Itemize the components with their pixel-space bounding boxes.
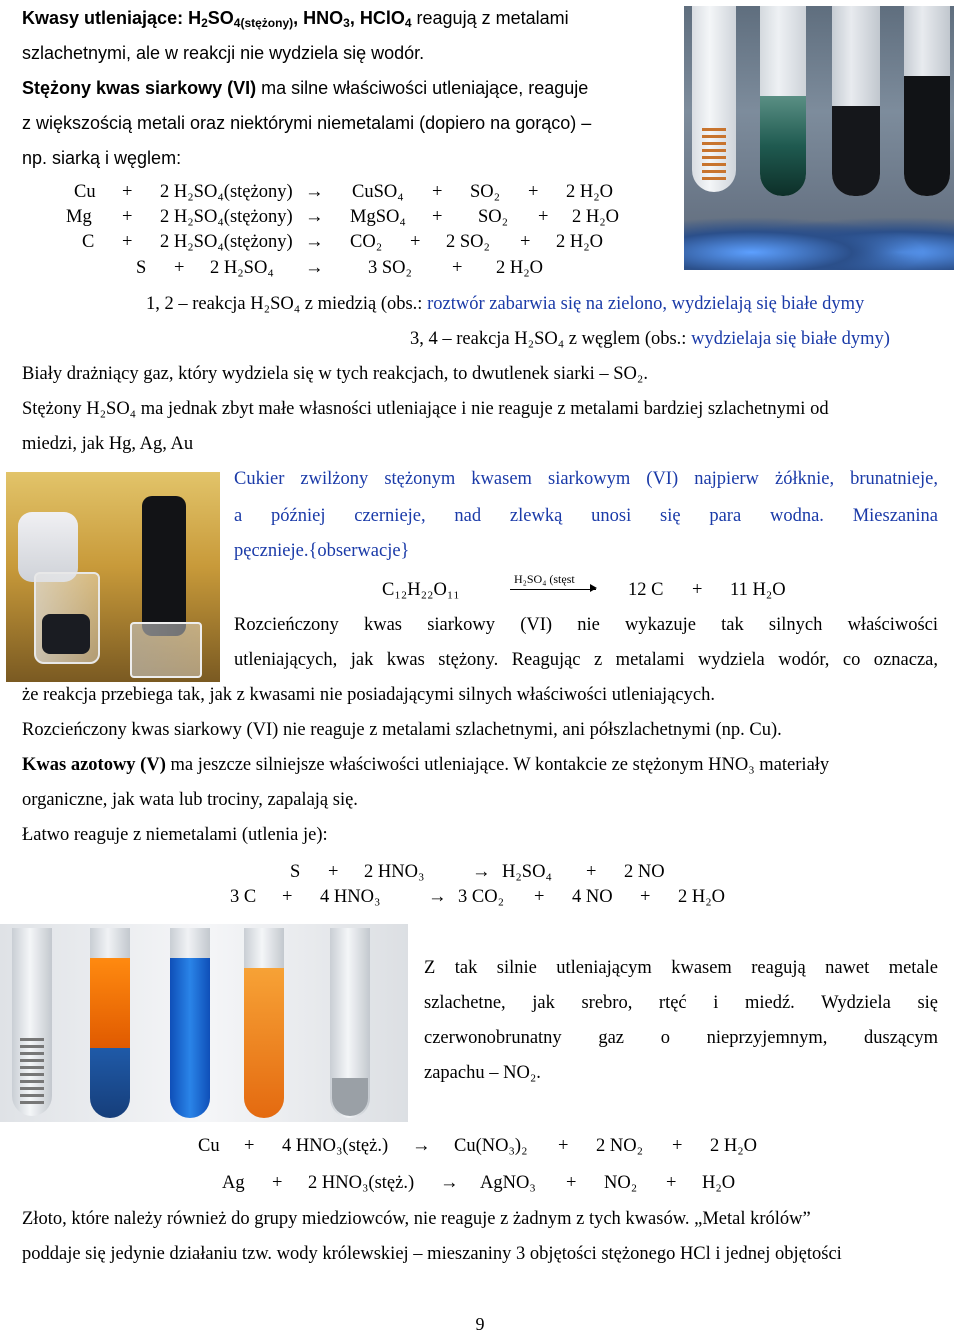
observation-4: Stężony H₂SO₄ ma jednak zbyt małe własności utleniające i nie reaguje z metalami bardziej szlachetnymi od [22, 399, 829, 419]
nitric-line-1: Kwas azotowy (V) ma jeszcze silniejsze właściwości utleniające. W kontakcie ze stężonym HNO₃ materiały [22, 755, 830, 775]
eq-cell: 2 SO₂ [446, 232, 490, 252]
eq-cell: 2 NO₂ [596, 1136, 644, 1156]
equations-sulfuric [0, 180, 680, 280]
eq-cell: + [534, 887, 545, 907]
gold-line-1: Złoto, które należy również do grupy miedziowców, nie reaguje z żadnym z tych kwasów. „Metal królów” [22, 1209, 811, 1229]
eq-cell: 3 SO₂ [368, 258, 412, 278]
metals-line-2: szlachetne, jak srebro, rtęć i miedź. Wydziela się [424, 993, 938, 1013]
nitric-tube-4 [244, 928, 284, 1118]
eq-cell: 2 HNO₃(stęż.) [308, 1173, 415, 1193]
intro-line-5: np. siarką i węglem: [22, 148, 182, 168]
eq-cell: 2 H₂SO₄ [210, 258, 274, 278]
eq-cell: SO₂ [478, 207, 509, 227]
eq-cell: + [452, 258, 463, 278]
nitric-tubes-photo [0, 924, 408, 1122]
eq-cell: 2 HNO₃ [364, 862, 425, 882]
eq-cell: + [122, 207, 133, 227]
eq-cell: C [82, 232, 95, 252]
eq-cell: + [122, 232, 133, 252]
nitric-tube-1 [12, 928, 52, 1116]
intro-line-4: z większością metali oraz niektórymi niemetalami (dopiero na gorąco) – [22, 113, 592, 133]
gold-line-2: poddaje się jedynie działaniu tzw. wody królewskiej – mieszaniny 3 objętości stężonego HCl i jednej objętości [22, 1244, 842, 1264]
eq-cell: 2 H₂SO₄(stężony) [160, 232, 293, 252]
eq-cell: S [136, 258, 147, 278]
eq-cell: + [328, 862, 339, 882]
eq-cell: + [122, 182, 133, 202]
observation-3: Biały drażniący gaz, który wydziela się w tych reakcjach, to dwutlenek siarki – SO₂. [22, 364, 648, 384]
arrow-icon: → [305, 258, 324, 278]
nitric-tube-2 [90, 928, 130, 1118]
eq-cell: CuSO₄ [352, 182, 404, 202]
eq-sugar-condition: H₂SO₄ (stęst [514, 572, 575, 586]
eq-cell: 2 H₂O [556, 232, 604, 252]
arrow-icon: → [472, 862, 491, 882]
eq-cell: SO₂ [470, 182, 501, 202]
eq-cell: Mg [66, 207, 92, 227]
metals-line-3: czerwonobrunatny gaz o nieprzyjemnym, duszącym [424, 1028, 938, 1048]
arrow-icon: → [440, 1173, 459, 1193]
burner-flames [684, 211, 954, 270]
eq-cell: + [432, 182, 443, 202]
dilute-line-3: że reakcja przebiega tak, jak z kwasami nie posiadającymi silnych właściwości utleniających. [22, 685, 715, 705]
tube-1 [692, 6, 736, 192]
eq-cell: 4 HNO₃ [320, 887, 381, 907]
eq-cell: + [528, 182, 539, 202]
eq-cell: + [410, 232, 421, 252]
arrow-icon: → [412, 1136, 431, 1156]
eq-cell: + [174, 258, 185, 278]
intro-line-1: Kwasy utleniające: $H_2SO_{4(stężony)}$, $HNO_3$, HClO$_4$ reagują z metalami [22, 8, 569, 30]
arrow-icon: → [305, 207, 324, 227]
eq-cell: 2 H₂O [678, 887, 726, 907]
eq-cell: 2 NO [624, 862, 665, 882]
intro-line-3: Stężony kwas siarkowy (VI) ma silne właściwości utleniające, reaguje [22, 78, 589, 98]
nitric-line-3: Łatwo reaguje z niemetalami (utlenia je): [22, 825, 328, 845]
eq-cell: + [520, 232, 531, 252]
eq-cell: 2 H₂O [496, 258, 544, 278]
eq-cell: 2 H₂SO₄(stężony) [160, 207, 293, 227]
equations-nonmetals [0, 860, 960, 912]
eq-cell: + [538, 207, 549, 227]
eq-cell: 4 HNO₃(stęż.) [282, 1136, 389, 1156]
eq-cell: 4 NO [572, 887, 613, 907]
eq-cell: + [640, 887, 651, 907]
eq-cell: 2 H₂SO₄(stężony) [160, 182, 293, 202]
observation-5: miedzi, jak Hg, Ag, Au [22, 434, 194, 454]
metals-line-4: zapachu – NO₂. [424, 1063, 541, 1083]
eq-cell: 2 H₂O [710, 1136, 758, 1156]
eq-cell: 3 CO₂ [458, 887, 505, 907]
arrow-icon: → [305, 182, 324, 202]
eq-sugar-right-2: 11 H₂O [730, 580, 786, 600]
sugar-line-3: pęcznieje.{obserwacje} [234, 541, 410, 561]
observation-2: 3, 4 – reakcja H₂SO₄ z węglem (obs.: wydzielaja się białe dymy) [410, 329, 890, 349]
nitric-tube-5 [330, 928, 370, 1118]
eq-cell: S [290, 862, 301, 882]
eq-sugar-right-1: 12 C [628, 580, 664, 600]
eq-cell: + [672, 1136, 683, 1156]
eq-cell: MgSO₄ [350, 207, 406, 227]
eq-cell: H₂SO₄ [502, 862, 552, 882]
equations-metals [0, 1134, 960, 1198]
arrow-icon [510, 589, 596, 590]
arrow-icon: → [305, 232, 324, 252]
sugar-line-2: a później czernieje, nad zlewką unosi się para wodna. Mieszanina [234, 506, 938, 526]
large-beaker [130, 622, 202, 678]
eq-sugar-left: C₁₂H₂₂O₁₁ [382, 580, 460, 600]
dilute-line-2: utleniających, jak kwas stężony. Reagując z metalami wydziela wodór, co oznacza, [234, 650, 938, 670]
nitric-line-2: organiczne, jak wata lub trociny, zapalają się. [22, 790, 358, 810]
tube-3 [832, 6, 880, 196]
dilute-line-4: Rozcieńczony kwas siarkowy (VI) nie reaguje z metalami szlachetnymi, ani półszlachetnymi (np. Cu). [22, 720, 782, 740]
eq-cell: + [272, 1173, 283, 1193]
eq-cell: + [432, 207, 443, 227]
tube-2 [760, 6, 806, 196]
eq-sugar-plus: + [692, 580, 703, 600]
arrow-icon: → [428, 887, 447, 907]
eq-cell: Cu [198, 1136, 220, 1156]
equation-sugar [0, 566, 960, 606]
observation-1: 1, 2 – reakcja H₂SO₄ z miedzią (obs.: roztwór zabarwia się na zielono, wydzielają się białe dymy [146, 294, 865, 314]
eq-cell: Cu [74, 182, 96, 202]
eq-cell: + [244, 1136, 255, 1156]
eq-cell: AgNO₃ [480, 1173, 536, 1193]
eq-cell: + [282, 887, 293, 907]
test-tubes-photo [684, 6, 954, 270]
eq-cell: 2 H₂O [572, 207, 620, 227]
eq-cell: + [586, 862, 597, 882]
page-number: 9 [475, 1314, 485, 1334]
sugar-line-1: Cukier zwilżony stężonym kwasem siarkowym (VI) najpierw żółknie, brunatnieje, [234, 469, 938, 489]
nitric-tube-3 [170, 928, 210, 1118]
eq-cell: Ag [222, 1173, 245, 1193]
eq-cell: Cu(NO₃)₂ [454, 1136, 528, 1156]
eq-cell: CO₂ [350, 232, 383, 252]
intro-line-2: szlachetnymi, ale w reakcji nie wydziela się wodór. [22, 43, 425, 63]
metals-line-1: Z tak silnie utleniającym kwasem reagują nawet metale [424, 958, 938, 978]
eq-cell: NO₂ [604, 1173, 638, 1193]
eq-cell: 2 H₂O [566, 182, 614, 202]
dilute-line-1: Rozcieńczony kwas siarkowy (VI) nie wykazuje tak silnych właściwości [234, 615, 938, 635]
tube-4 [904, 6, 950, 196]
eq-cell: + [666, 1173, 677, 1193]
eq-cell: + [566, 1173, 577, 1193]
eq-cell: + [558, 1136, 569, 1156]
eq-cell: 3 C [230, 887, 257, 907]
eq-cell: H₂O [702, 1173, 736, 1193]
arrow-head-icon [590, 584, 597, 592]
